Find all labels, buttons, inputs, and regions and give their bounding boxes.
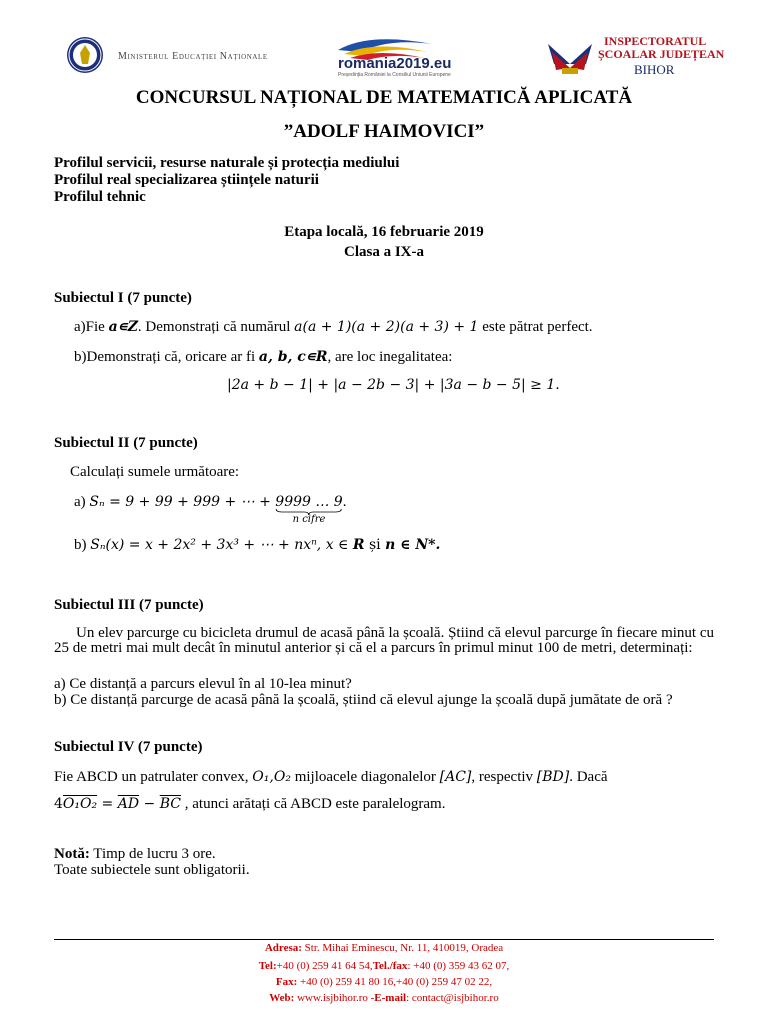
subject1-heading: Subiectul I (7 puncte): [54, 290, 192, 306]
government-seal-icon: [66, 36, 104, 74]
footer-address-label: Adresa:: [264, 942, 302, 954]
subject1-a-prefix: a)Fie: [74, 319, 109, 335]
subject2-b-mid: și: [364, 537, 386, 553]
isj-name-line3: BIHOR: [634, 62, 675, 77]
subject1-a-suffix: este pătrat perfect.: [478, 319, 593, 335]
footer-fax-label: Fax:: [275, 976, 298, 988]
subject1-b-suffix: , are loc inegalitatea:: [327, 349, 453, 365]
subject2-intro: Calculați sumele următoare:: [70, 464, 240, 480]
subject2-a: [74, 494, 347, 525]
footer-divider: [54, 939, 714, 940]
subject1-b-prefix: b)Demonstrați că, oricare ar fi: [74, 349, 259, 365]
subject2-a-prefix: a): [74, 494, 90, 510]
subject2-a-expr: Sₙ = 9 + 99 + 999 + ⋯ +: [89, 494, 276, 510]
subject2-b-n: n ∈ N*.: [385, 537, 441, 553]
subject2-b-expr: Sₙ(x) = x + 2x² + 3x³ + ⋯ + nxⁿ, x ∈: [90, 537, 353, 553]
subject2-b: [74, 537, 440, 554]
subject4-l2-eq: =: [97, 796, 118, 812]
subject4-heading: Subiectul IV (7 puncte): [54, 739, 203, 755]
subject4-line2: [54, 796, 445, 813]
subject4-l1-a: Fie ABCD un patrulater convex,: [54, 769, 253, 785]
stage-date: Etapa locală, 16 februarie 2019: [284, 224, 484, 240]
isj-name-line1: INSPECTORATUL: [604, 34, 707, 48]
footer-web-link[interactable]: www.isjbihor.ro -: [294, 992, 375, 1004]
note-line2: Toate subiectele sunt obligatorii.: [54, 862, 250, 878]
profile-line: Profilul real specializarea științele naturii: [54, 172, 319, 188]
subject3-question-a: a) Ce distanță a parcurs elevul în al 10-lea minut?: [54, 676, 352, 692]
subject4-l2-ad: $\overline{AD}$: [117, 796, 140, 812]
subject1-a: [74, 319, 593, 336]
footer-fax: [0, 976, 768, 988]
inequality-expr: |2a + b − 1| + |a − 2b − 3| + |3a − b − 5| ≥ 1.: [227, 377, 560, 393]
profile-line: Profilul servicii, resurse naturale și protecția mediului: [54, 155, 400, 171]
note-label: Notă:: [54, 846, 90, 862]
subject4-l1-d: . Dacă: [569, 769, 608, 785]
romania2019-text: romania2019.eu: [338, 55, 452, 72]
footer-web-label: Web:: [269, 992, 295, 1004]
footer-email-label: E-mail: [374, 992, 407, 1004]
subject3-paragraph: Un elev parcurge cu bicicleta drumul de acasă până la școală. Știind că elevul parcurge în fiecare minut cu 25 de metri mai mult decât în minutul anterior și că el a parcurs în primul minut 100 de metri, determinați:: [54, 625, 714, 656]
isj-wings-icon: [544, 34, 596, 78]
subject1-a-mid: . Demonstrați că numărul: [137, 319, 295, 335]
subject4-l2-minus: −: [139, 796, 160, 812]
subject1-b-vars: a, b, c∊R: [258, 349, 328, 365]
romania2019-subtitle: Președinția României la Consiliul Uniunii Europene: [338, 72, 451, 78]
footer-telfax-label: Tel./fax: [372, 960, 408, 972]
footer-telfax-value: : +40 (0) 359 43 62 07,: [407, 960, 510, 972]
subject4-l2-coef: 4: [54, 796, 63, 812]
subject2-b-prefix: b): [74, 537, 91, 553]
grade-class: Clasa a IX-a: [343, 244, 424, 260]
header: [0, 0, 768, 84]
subject4-l1-ac: [AC]: [439, 769, 472, 785]
footer-tel-label: Tel:: [258, 960, 277, 972]
footer-email-link[interactable]: : contact@isjbihor.ro: [406, 992, 499, 1004]
subject1-a-var: a∊Z: [108, 319, 138, 335]
subject4-l1-c: , respectiv: [471, 769, 537, 785]
ministry-name: Ministerul Educației Naționale: [118, 51, 268, 62]
footer-web: [0, 992, 768, 1004]
underbrace-label: n cifre: [292, 514, 326, 525]
subject4-l2-rest: , atunci arătați că ABCD este paralelogram.: [181, 796, 446, 812]
subject1-a-expr: a(a + 1)(a + 2)(a + 3) + 1: [294, 319, 479, 335]
isj-name-line2: ȘCOALAR JUDEȚEAN: [598, 47, 725, 61]
subject4-l1-o: O₁,O₂: [252, 769, 291, 785]
footer-address-value: Str. Mihai Eminescu, Nr. 11, 410019, Oradea: [301, 942, 504, 954]
footer-tel-value: +40 (0) 259 41 64 54,: [276, 960, 373, 972]
subject3-heading: Subiectul III (7 puncte): [54, 597, 204, 613]
footer-phones: [0, 960, 768, 972]
contest-name: ”ADOLF HAIMOVICI”: [283, 121, 485, 142]
subject4-l2-bc: $\overline{BC}$: [159, 796, 181, 812]
footer-fax-value: +40 (0) 259 41 80 16,+40 (0) 259 47 02 22,: [297, 976, 493, 988]
subject4-l2-o1o2: O₁O₂: [62, 796, 98, 812]
subject2-b-R: R: [352, 537, 365, 553]
subject4-line1: [54, 769, 608, 786]
subject3-question-b: b) Ce distanță parcurge de acasă până la școală, știind că elevul ajunge la școală după jumătate de oră ?: [54, 692, 673, 708]
underbrace-digits: 9999 … 9: [275, 494, 343, 510]
subject2-heading: Subiectul II (7 puncte): [54, 435, 198, 451]
subject1-inequality: [227, 377, 560, 394]
profile-line: Profilul tehnic: [54, 189, 146, 205]
note-line1: [54, 846, 216, 863]
contest-title: CONCURSUL NAȚIONAL DE MATEMATICĂ APLICATĂ: [135, 87, 633, 108]
footer-address: [0, 942, 768, 954]
subject1-b: [74, 349, 452, 366]
underbrace-group: [275, 494, 343, 525]
subject4-l1-b: mijloacele diagonalelor: [290, 769, 440, 785]
note-text: Timp de lucru 3 ore.: [89, 846, 216, 862]
subject2-a-suffix: .: [342, 494, 347, 510]
subject4-l1-bd: [BD]: [536, 769, 570, 785]
